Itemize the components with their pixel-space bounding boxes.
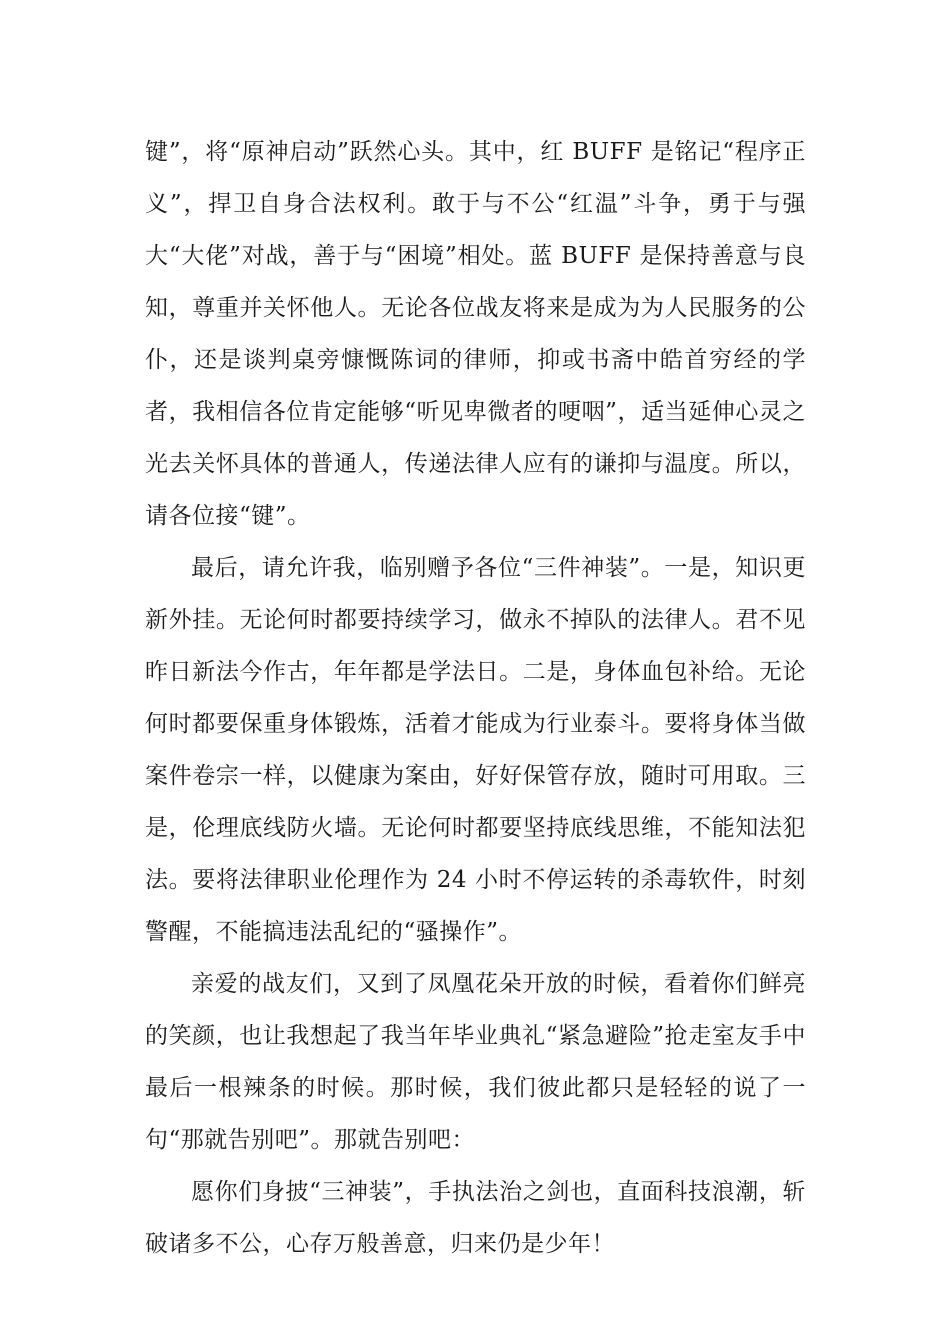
- document-body: [145, 126, 806, 1270]
- paragraph-farewell: 亲爱的战友们，又到了凤凰花朵开放的时候，看着你们鲜亮的笑颜，也让我想起了我当年毕业典礼“紧急避险”抢走室友手中最后一根辣条的时候。那时候，我们彼此都只是轻轻的说了一句“那就告别吧”。那就告别吧：: [145, 971, 806, 1153]
- paragraph-three-items: 最后，请允许我，临别赠予各位“三件神装”。一是，知识更新外挂。无论何时都要持续学习，做永不掉队的法律人。君不见昨日新法今作古，年年都是学法日。二是，身体血包补给。无论何时都要保重身体锻炼，活着才能成为行业泰斗。要将身体当做案件卷宗一样，以健康为案由，好好保管存放，随时可用取。三是，伦理底线防火墙。无论何时都要坚持底线思维，不能知法犯法。要将法律职业伦理作为 24 小时不停运转的杀毒软件，时刻警醒，不能搞违法乱纪的“骚操作”。: [145, 555, 806, 945]
- paragraph-buff: 键”，将“原神启动”跃然心头。其中，红 BUFF 是铭记“程序正义”，捍卫自身合法权利。敢于与不公“红温”斗争，勇于与强大“大佬”对战，善于与“困境”相处。蓝 BUFF 是保持善意与良知，尊重并关怀他人。无论各位战友将来是成为为人民服务的公仆，还是谈判桌旁慷慨陈词的律师，抑或书斋中皓首穷经的学者，我相信各位肯定能够“听见卑微者的哽咽”，适当延伸心灵之光去关怀具体的普通人，传递法律人应有的谦抑与温度。所以，请各位接“键”。: [145, 139, 806, 529]
- paragraph-closing-wish: 愿你们身披“三神装”，手执法治之剑也，直面科技浪潮，斩破诸多不公，心存万般善意，归来仍是少年！: [145, 1179, 806, 1257]
